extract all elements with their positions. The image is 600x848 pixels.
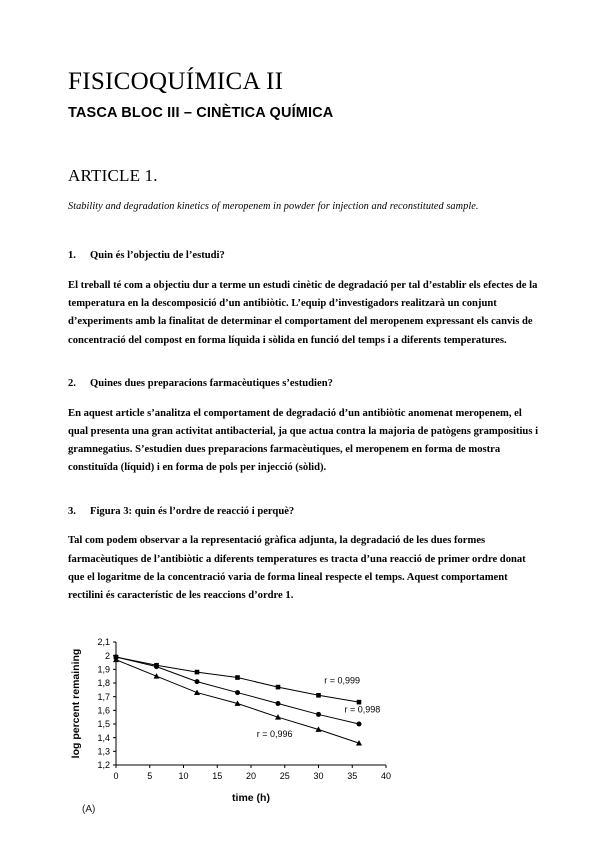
data-point-circle — [154, 664, 159, 669]
question-3 — [68, 505, 540, 519]
x-tick-label: 15 — [212, 771, 223, 782]
correlation-annotation-2: r = 0,998 — [344, 704, 381, 715]
x-tick-label: 40 — [380, 771, 392, 782]
y-tick-label: 2,1 — [97, 637, 110, 648]
y-tick-label: 1,5 — [97, 719, 110, 730]
question-2-text: Quines dues preparacions farmacèutiques s’estudien? — [90, 377, 333, 389]
data-point-circle — [235, 690, 240, 695]
figure-3-degradation-chart — [68, 632, 398, 817]
qa-block-3 — [68, 505, 540, 606]
x-tick-label: 10 — [178, 771, 189, 782]
document-subtitle: TASCA BLOC III – CINÈTICA QUÍMICA — [68, 104, 334, 121]
question-2 — [68, 377, 540, 391]
x-tick-label: 0 — [113, 771, 119, 782]
y-tick-label: 1,4 — [97, 733, 110, 744]
question-1-text: Quin és l’objectiu de l’estudi? — [90, 250, 225, 262]
question-1 — [68, 249, 540, 263]
question-3-text: Figura 3: quin és l’ordre de reacció i perquè? — [90, 505, 295, 517]
data-point-circle — [195, 679, 200, 684]
article-citation: Stability and degradation kinetics of meropenem in powder for injection and reconstituted sample. — [68, 200, 479, 212]
article-heading: ARTICLE 1. — [68, 165, 158, 185]
answer-3: Tal com podem observar a la representació gràfica adjunta, la degradació de les dues formes farmacèutiques de l’antibiòtic a diferents temperatures es tracta d’una reacció de primer ordre donat que el logaritme de la concentració varia de forma lineal respecte el temps. Aquest comportament rectilini és característic de les reaccions d’ordre 1. — [68, 535, 526, 601]
question-2-number: 2. — [68, 377, 76, 389]
qa-block-2 — [68, 377, 540, 478]
x-tick-label: 5 — [147, 771, 153, 782]
question-3-number: 3. — [68, 505, 76, 517]
y-tick-label: 1,7 — [97, 692, 110, 703]
answer-2: En aquest article s’analitza el comportament de degradació d’un antibiòtic anomenat meropenem, el qual presenta una gran activitat antibacterial, ja que actua contra la majoria de patògens grampositius i gramnegatius. S’estudien dues preparacions farmacèutiques, el meropenem en forma de mostra constituïda (líquid) i en forma de pols per injecció (sòlid). — [68, 407, 539, 474]
data-point-circle — [316, 712, 321, 717]
y-tick-label: 1,3 — [97, 746, 110, 757]
x-tick-label: 25 — [279, 771, 290, 782]
correlation-annotation-3: r = 0,996 — [256, 729, 293, 740]
y-tick-label: 1,9 — [97, 664, 110, 675]
question-1-number: 1. — [68, 250, 76, 262]
data-point-square — [276, 685, 281, 690]
qa-block-1 — [68, 249, 540, 350]
y-tick-label: 1,8 — [97, 678, 110, 689]
x-tick-label: 20 — [245, 771, 257, 782]
data-point-square — [316, 693, 321, 698]
x-tick-label: 35 — [347, 771, 358, 782]
y-axis-title: log percent remaining — [70, 648, 82, 759]
chart-canvas — [68, 632, 398, 807]
x-axis-title: time (h) — [232, 792, 270, 805]
x-tick-label: 30 — [313, 771, 324, 782]
data-point-square — [195, 670, 200, 675]
y-tick-label: 1,6 — [97, 705, 110, 716]
data-point-circle — [357, 722, 362, 727]
correlation-annotation-1: r = 0,999 — [324, 675, 361, 686]
data-point-square — [235, 675, 240, 680]
data-point-circle — [276, 701, 281, 706]
y-tick-label: 2 — [104, 651, 110, 662]
y-tick-label: 1,2 — [97, 760, 110, 771]
answer-1: El treball té com a objectiu dur a terme un estudi cinètic de degradació per tal d’establir els efectes de la temperatura en la descomposició d’un antibiòtic. L’equip d’investigadors realitzarà un conjunt d’experiments amb la finalitat de determinar el comportament del meropenem expressant els canvis de concentració del compost en forma líquida i sòlida en funció del temps i a diferents temperatures. — [68, 280, 538, 346]
figure-panel-label: (A) — [82, 804, 96, 816]
page-title: FISICOQUÍMICA II — [68, 68, 284, 95]
